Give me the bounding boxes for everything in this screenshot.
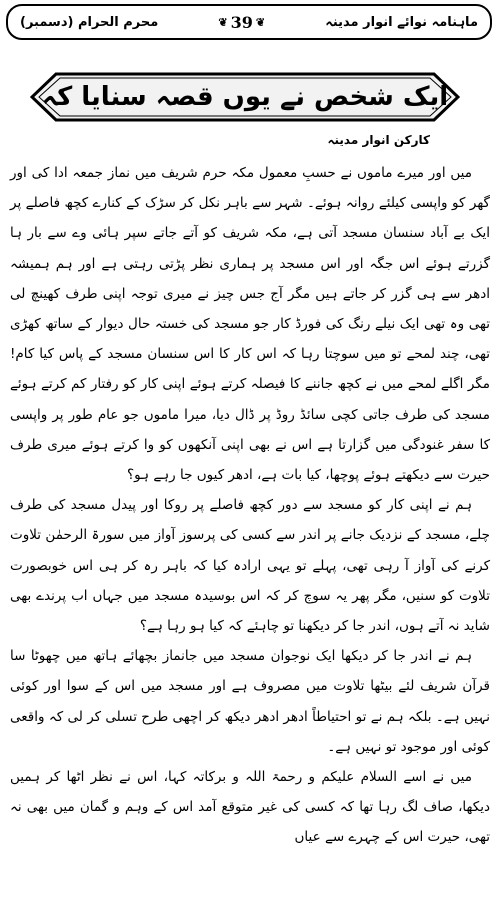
ornament-icon: ❦ — [255, 15, 266, 29]
page-header — [6, 4, 492, 40]
ornament-icon: ❦ — [218, 15, 228, 29]
magazine-title: ماہنامہ نوائے انوار مدینہ — [325, 14, 478, 30]
issue-label: محرم الحرام (دسمبر) — [20, 14, 159, 30]
byline: کارکن انوار مدینہ — [327, 133, 430, 147]
title-banner — [30, 70, 460, 124]
page-number: 39 — [230, 12, 253, 32]
article-body — [10, 158, 490, 853]
paragraph: میں نے اسے السلام علیکم و رحمۃ اللہ و برکاتہ کہا، اس نے نظر اٹھا کر ہمیں دیکھا، صاف لگ رہا تھا کہ کسی کی غیر متوقع آمد اس کے وہم و گمان میں بھی نہ تھی، حیرت اس کے چہرے سے عیاں — [10, 769, 490, 846]
page-number-box — [218, 13, 265, 32]
article-title: ایک شخص نے یوں قصہ سنایا کہ — [41, 82, 449, 112]
paragraph: ہم نے اندر جا کر دیکھا ایک نوجوان مسجد میں جانماز بچھائے ہاتھ میں چھوٹا سا قرآن شریف لئے بیٹھا تلاوت میں مصروف ہے اور مسجد میں اس کے سوا اور کوئی نہیں ہے۔ بلکہ ہم نے تو احتیاطاً ادھر ادھر دیکھ کر اچھی طرح تسلی کر لی کہ واقعی کوئی اور موجود تو نہیں ہے۔ — [10, 648, 490, 755]
paragraph: ہم نے اپنی کار کو مسجد سے دور کچھ فاصلے پر روکا اور پیدل مسجد کی طرف چلے، مسجد کے نزدیک جانے پر اندر سے کسی کی پرسوز آواز میں سورۃ الرحمٰن تلاوت کرنے کی آواز آ رہی تھی، پہلے تو یہی ارادہ کیا کہ باہر رہ کر ہی اس خوبصورت تلاوت کو سنیں، مگر پھر یہ سوچ کر کہ اس بوسیدہ مسجد میں جہاں اب پرندے بھی شاید نہ آتے ہوں، اندر جا کر دیکھنا تو چاہئے کہ کیا ہو رہا ہے؟ — [10, 497, 490, 635]
paragraph: میں اور میرے ماموں نے حسبِ معمول مکہ حرم شریف میں نماز جمعہ ادا کی اور گھر کو واپسی کیلئے روانہ ہوئے۔ شہر سے باہر نکل کر سڑک کے کنارے کچھ فاصلے پر ایک بے آباد سنسان مسجد آتی ہے، مکہ شریف کو آتے جاتے سپر ہائی وے سے بار ہا گزرتے ہوئے اس جگہ اور اس مسجد پر ہماری نظر پڑتی رہتی ہے اور ہم ہمیشہ ادھر سے ہی گزر کر جاتے ہیں مگر آج جس چیز نے میری توجہ اپنی طرف کھینچ لی تھی وہ تھی ایک نیلے رنگ کی فورڈ کار جو مسجد کی خستہ حال دیوار کے ساتھ کھڑی تھی، چند لمحے تو میں سوچتا رہا کہ اس کار کا اس سنسان مسجد کے پاس کیا کام! مگر اگلے لمحے میں نے کچھ جاننے کا فیصلہ کرتے ہوئے اپنی کار کو رفتار کم کرتے ہوئے مسجد کی طرف جاتی کچی سائڈ روڈ پر ڈال دیا، میرا ماموں جو عام طور پر واپسی کا سفر غنودگی میں گزارتا ہے اس نے بھی اپنی آنکھوں کو وا کرتے ہوئے میری طرف حیرت سے دیکھتے ہوئے پوچھا، کیا بات ہے، ادھر کیوں جا رہے ہو؟ — [10, 165, 490, 484]
